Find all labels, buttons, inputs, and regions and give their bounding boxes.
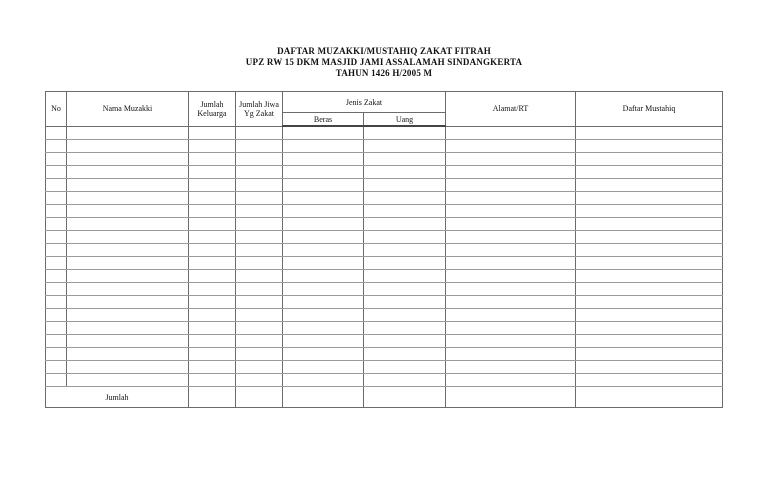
table-cell[interactable]: [364, 218, 446, 231]
table-cell[interactable]: [236, 192, 283, 205]
table-cell[interactable]: [46, 218, 67, 231]
table-cell[interactable]: [283, 179, 364, 192]
table-cell[interactable]: [364, 348, 446, 361]
table-cell[interactable]: [364, 166, 446, 179]
table-cell[interactable]: [67, 153, 189, 166]
table-cell[interactable]: [46, 231, 67, 244]
table-cell[interactable]: [283, 192, 364, 205]
table-cell[interactable]: [236, 166, 283, 179]
table-cell[interactable]: [46, 270, 67, 283]
table-cell[interactable]: [67, 179, 189, 192]
table-cell[interactable]: [189, 126, 236, 140]
table-cell[interactable]: [446, 218, 576, 231]
table-cell[interactable]: [67, 374, 189, 387]
table-cell[interactable]: [67, 257, 189, 270]
table-cell[interactable]: [364, 309, 446, 322]
table-cell[interactable]: [189, 257, 236, 270]
table-cell[interactable]: [46, 335, 67, 348]
table-cell[interactable]: [364, 153, 446, 166]
table-cell[interactable]: [46, 126, 67, 140]
table-cell[interactable]: [236, 153, 283, 166]
table-cell[interactable]: [67, 283, 189, 296]
form-year: TAHUN 1426 H/2005 M: [335, 68, 433, 78]
table-cell[interactable]: [236, 335, 283, 348]
table-cell[interactable]: [67, 361, 189, 374]
table-row: [46, 374, 723, 387]
header-alamat-rt: Alamat/RT: [446, 92, 576, 127]
table-cell[interactable]: [576, 179, 723, 192]
table-cell[interactable]: [46, 179, 67, 192]
table-cell[interactable]: [46, 166, 67, 179]
table-cell[interactable]: [67, 296, 189, 309]
table-cell[interactable]: [67, 218, 189, 231]
table-cell[interactable]: [236, 126, 283, 140]
table-cell[interactable]: [189, 283, 236, 296]
header-jenis-zakat: Jenis Zakat: [283, 92, 446, 113]
table-cell[interactable]: [364, 244, 446, 257]
table-cell[interactable]: [67, 205, 189, 218]
table-cell[interactable]: [283, 348, 364, 361]
table-cell[interactable]: [576, 335, 723, 348]
form-title: DAFTAR MUZAKKI/MUSTAHIQ ZAKAT FITRAH: [277, 46, 491, 56]
table-cell[interactable]: [46, 205, 67, 218]
table-row: [46, 257, 723, 270]
table-cell[interactable]: [446, 270, 576, 283]
table-cell[interactable]: [283, 374, 364, 387]
table-row: [46, 140, 723, 153]
table-cell[interactable]: [364, 179, 446, 192]
table-cell[interactable]: [446, 348, 576, 361]
header-uang: Uang: [364, 113, 446, 127]
table-cell[interactable]: [576, 322, 723, 335]
total-cell[interactable]: [283, 387, 364, 408]
table-cell[interactable]: [576, 231, 723, 244]
table-cell[interactable]: [283, 283, 364, 296]
header-jumlah-jiwa: Jumlah Jiwa Yg Zakat: [236, 92, 283, 127]
muzakki-table: [45, 91, 723, 408]
total-label: Jumlah: [46, 387, 189, 408]
table-cell[interactable]: [67, 231, 189, 244]
header-daftar-mustahiq: Daftar Mustahiq: [576, 92, 723, 127]
table-cell[interactable]: [189, 140, 236, 153]
table-cell[interactable]: [236, 283, 283, 296]
table-cell[interactable]: [446, 153, 576, 166]
table-cell[interactable]: [364, 296, 446, 309]
header-beras: Beras: [283, 113, 364, 127]
table-cell[interactable]: [67, 335, 189, 348]
header-no: No: [46, 92, 67, 127]
table-cell[interactable]: [446, 244, 576, 257]
table-cell[interactable]: [446, 192, 576, 205]
table-cell[interactable]: [236, 322, 283, 335]
table-cell[interactable]: [283, 257, 364, 270]
table-cell[interactable]: [67, 166, 189, 179]
table-cell[interactable]: [189, 231, 236, 244]
table-cell[interactable]: [67, 192, 189, 205]
table-cell[interactable]: [283, 361, 364, 374]
table-cell[interactable]: [236, 309, 283, 322]
table-cell[interactable]: [364, 192, 446, 205]
table-cell[interactable]: [46, 244, 67, 257]
table-cell[interactable]: [67, 322, 189, 335]
table-cell[interactable]: [283, 126, 364, 140]
table-cell[interactable]: [446, 231, 576, 244]
table-row: [46, 348, 723, 361]
table-cell[interactable]: [576, 218, 723, 231]
table-cell[interactable]: [283, 231, 364, 244]
table-row: [46, 205, 723, 218]
form-subtitle: UPZ RW 15 DKM MASJID JAMI ASSALAMAH SINDANGKERTA: [245, 57, 523, 67]
table-cell[interactable]: [46, 153, 67, 166]
table-cell[interactable]: [576, 257, 723, 270]
table-row: [46, 166, 723, 179]
table-cell[interactable]: [364, 205, 446, 218]
table-row: [46, 192, 723, 205]
table-cell[interactable]: [283, 218, 364, 231]
table-cell[interactable]: [364, 283, 446, 296]
total-cell[interactable]: [576, 387, 723, 408]
table-cell[interactable]: [46, 296, 67, 309]
table-cell[interactable]: [189, 296, 236, 309]
table-row: [46, 309, 723, 322]
table-row: [46, 361, 723, 374]
table-cell[interactable]: [67, 126, 189, 140]
table-cell[interactable]: [576, 296, 723, 309]
table-cell[interactable]: [189, 374, 236, 387]
table-cell[interactable]: [446, 257, 576, 270]
table-cell[interactable]: [189, 270, 236, 283]
table-cell[interactable]: [236, 231, 283, 244]
table-cell[interactable]: [46, 374, 67, 387]
table-cell[interactable]: [364, 374, 446, 387]
table-cell[interactable]: [67, 140, 189, 153]
table-cell[interactable]: [576, 374, 723, 387]
table-cell[interactable]: [46, 140, 67, 153]
table-cell[interactable]: [67, 309, 189, 322]
table-cell[interactable]: [576, 205, 723, 218]
table-cell[interactable]: [189, 192, 236, 205]
table-cell[interactable]: [576, 348, 723, 361]
table-cell[interactable]: [189, 348, 236, 361]
table-cell[interactable]: [364, 231, 446, 244]
total-row: [46, 387, 723, 408]
table-cell[interactable]: [189, 205, 236, 218]
table-cell[interactable]: [189, 153, 236, 166]
table-cell[interactable]: [46, 192, 67, 205]
table-cell[interactable]: [364, 270, 446, 283]
table-cell[interactable]: [236, 361, 283, 374]
table-cell[interactable]: [364, 257, 446, 270]
table-cell[interactable]: [364, 335, 446, 348]
table-cell[interactable]: [236, 140, 283, 153]
table-cell[interactable]: [364, 126, 446, 140]
table-cell[interactable]: [576, 244, 723, 257]
table-cell[interactable]: [283, 140, 364, 153]
table-cell[interactable]: [446, 140, 576, 153]
table-cell[interactable]: [283, 335, 364, 348]
table-cell[interactable]: [576, 192, 723, 205]
table-cell[interactable]: [46, 361, 67, 374]
table-cell[interactable]: [189, 166, 236, 179]
total-cell[interactable]: [364, 387, 446, 408]
table-cell[interactable]: [236, 296, 283, 309]
table-cell[interactable]: [236, 205, 283, 218]
table-cell[interactable]: [189, 244, 236, 257]
table-cell[interactable]: [283, 296, 364, 309]
table-cell[interactable]: [446, 166, 576, 179]
table-row: [46, 179, 723, 192]
table-cell[interactable]: [576, 361, 723, 374]
table-cell[interactable]: [236, 244, 283, 257]
table-cell[interactable]: [236, 257, 283, 270]
table-row: [46, 153, 723, 166]
table-cell[interactable]: [576, 166, 723, 179]
table-cell[interactable]: [236, 270, 283, 283]
table-cell[interactable]: [283, 244, 364, 257]
table-cell[interactable]: [576, 309, 723, 322]
table-cell[interactable]: [67, 244, 189, 257]
table-row: [46, 218, 723, 231]
table-cell[interactable]: [189, 361, 236, 374]
table-cell[interactable]: [364, 361, 446, 374]
table-cell[interactable]: [189, 309, 236, 322]
table-cell[interactable]: [576, 153, 723, 166]
header-nama-muzakki: Nama Muzakki: [67, 92, 189, 127]
table-cell[interactable]: [283, 309, 364, 322]
table-cell[interactable]: [364, 140, 446, 153]
table-row: [46, 322, 723, 335]
table-cell[interactable]: [189, 322, 236, 335]
table-cell[interactable]: [283, 166, 364, 179]
table-cell[interactable]: [283, 270, 364, 283]
total-cell[interactable]: [189, 387, 236, 408]
total-cell[interactable]: [446, 387, 576, 408]
table-cell[interactable]: [46, 309, 67, 322]
table-cell[interactable]: [46, 283, 67, 296]
table-row: [46, 126, 723, 140]
header-jumlah-keluarga: Jumlah Keluarga: [189, 92, 236, 127]
table-cell[interactable]: [446, 205, 576, 218]
table-cell[interactable]: [446, 361, 576, 374]
table-row: [46, 296, 723, 309]
table-cell[interactable]: [283, 322, 364, 335]
table-row: [46, 270, 723, 283]
table-cell[interactable]: [236, 374, 283, 387]
table-cell[interactable]: [67, 348, 189, 361]
table-body: [46, 126, 723, 408]
table-cell[interactable]: [446, 126, 576, 140]
table-cell[interactable]: [189, 179, 236, 192]
table-cell[interactable]: [46, 257, 67, 270]
table-cell[interactable]: [446, 322, 576, 335]
table-cell[interactable]: [576, 140, 723, 153]
table-row: [46, 283, 723, 296]
table-cell[interactable]: [446, 283, 576, 296]
table-cell[interactable]: [446, 309, 576, 322]
table-row: [46, 244, 723, 257]
table-cell[interactable]: [576, 283, 723, 296]
table-cell[interactable]: [189, 335, 236, 348]
table-cell[interactable]: [283, 153, 364, 166]
table-cell[interactable]: [46, 322, 67, 335]
table-cell[interactable]: [446, 179, 576, 192]
table-row: [46, 231, 723, 244]
table-cell[interactable]: [446, 296, 576, 309]
table-cell[interactable]: [576, 126, 723, 140]
table-cell[interactable]: [236, 179, 283, 192]
table-cell[interactable]: [364, 322, 446, 335]
total-cell[interactable]: [236, 387, 283, 408]
table-cell[interactable]: [46, 348, 67, 361]
table-row: [46, 335, 723, 348]
table-cell[interactable]: [236, 218, 283, 231]
table-cell[interactable]: [283, 205, 364, 218]
table-cell[interactable]: [236, 348, 283, 361]
table-cell[interactable]: [576, 270, 723, 283]
table-cell[interactable]: [446, 374, 576, 387]
table-cell[interactable]: [189, 218, 236, 231]
table-cell[interactable]: [446, 335, 576, 348]
table-cell[interactable]: [67, 270, 189, 283]
